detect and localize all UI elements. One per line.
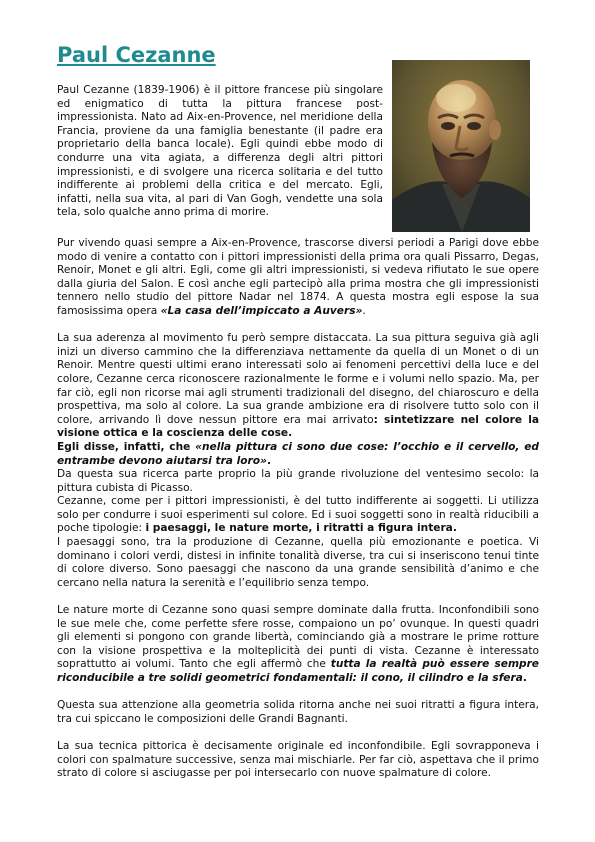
paragraph-text: La sua aderenza al movimento fu però sempre distaccata. La sua pittura seguiva già agli inizi un diverso cammino che la differenziava nettamente da quella di un Monet o di un Renoir. Mentre questi ultimi erano interessati solo ai fenomeni percettivi della luce e del colore, Cezanne cerca riconoscere razionalmente le forme e i volumi nello spazio. Ma, per far ciò, egli non ricorse mai agli strumenti tradizionali del disegno, del chiaroscuro e della prospettiva, ma solo al colore. La sua grande ambizione era di risolvere tutto solo con il colore, arrivando lì dove nessun pittore era mai arrivato	[57, 332, 539, 426]
paragraph-text: Cezanne, come per i pittori impressionisti, è del tutto indifferente ai soggetti. Li utilizza solo per condurre i suoi esperimenti sul colore. Ed i suoi soggetti sono in realtà riducibili a poche tipologie:	[57, 495, 539, 535]
paragraph-bold: : sintetizzare nel colore la visione ottica e la coscienza delle cose.	[57, 413, 539, 440]
body-text	[57, 237, 539, 781]
paragraph-landscapes: I paesaggi sono, tra la produzione di Cezanne, quella più emozionante e poetica. Vi dominano i colori verdi, distesi in infinite tonalità diverse, tra cui si inseriscono tenui tinte di colore diverso. Sono paesaggi che nascono da una grande sensibilità d’animo e che cercano nella natura la serenità e l’equilibrio senza tempo.	[57, 536, 539, 589]
paragraph-cubism: Da questa sua ricerca parte proprio la più grande rivoluzione del ventesimo secolo: la pittura cubista di Picasso.	[57, 468, 539, 494]
portrait-image	[392, 60, 530, 232]
paragraph-text: Pur vivendo quasi sempre a Aix-en-Provence, trascorse diversi periodi a Parigi dove ebbe modo di venire a contatto con i pittori impressionisti della prima ora quali Pissarro, Degas, Renoir, Monet e gli altri. Egli, come gli altri impressionisti, si vedeva rifiutato le sue opere dalla giuria del Salon. E così anche egli partecipò alla prima mostra che gli impressionisti tennero nello studio del pittore Nadar nel 1874. A questa mostra egli espose la sua famosissima opera	[57, 237, 539, 317]
paragraph-movement	[57, 332, 539, 441]
paragraph-still-life	[57, 604, 539, 686]
paragraph-end: .	[522, 672, 527, 684]
paragraph-bold: Egli disse, infatti, che	[57, 440, 196, 453]
paragraph-text: Le nature morte di Cezanne sono quasi sempre dominate dalla frutta. Inconfondibili sono le sue mele che, come perfette sfere rosse, compaiono un po’ ovunque. In questi quadri gli elementi si pongono con grande libertà, cominciando già a mostrare le prime rotture con la visione prospettiva e la molteplicità dei punti di vista. Cezanne è interessato soprattutto ai volumi. Tanto che egli affermò che	[57, 604, 539, 671]
quote-text: tutta la realtà può essere sempre riconducibile a tre solidi geometrici fondamentali: il cono, il cilindro e la sfera	[57, 658, 539, 684]
paragraph-technique: La sua tecnica pittorica è decisamente originale ed inconfondibile. Egli sovrapponeva i colori con spalmature successive, senza mai mischiarle. Per far ciò, aspettava che il primo strato di colore si asciugasse per poi intersecarlo con nuove spalmature di colore.	[57, 739, 539, 780]
paragraph-end: .	[266, 454, 271, 467]
artwork-title: «La casa dell’impiccato a Auvers»	[160, 304, 363, 317]
paragraph-geometry: Questa sua attenzione alla geometria solida ritorna anche nei suoi ritratti a figura intera, tra cui spiccano le composizioni delle Grandi Bagnanti.	[57, 699, 539, 725]
paragraph-bold: i paesaggi, le nature morte, i ritratti a figura intera.	[145, 522, 457, 535]
paragraph-quote	[57, 441, 539, 468]
cezanne-portrait-icon	[392, 60, 530, 232]
paragraph-subjects	[57, 495, 539, 536]
paragraph-end: .	[362, 304, 366, 317]
quote-text: «nella pittura ci sono due cose: l’occhio e il cervello, ed entrambe devono aiutarsi tra loro»	[57, 440, 540, 467]
page-title: Paul Cezanne	[57, 43, 216, 67]
paragraph-paris	[57, 237, 539, 319]
intro-paragraph: Paul Cezanne (1839-1906) è il pittore francese più singolare ed enigmatico di tutta la pittura francese post-impressionista. Nato ad Aix-en-Provence, nel meridione della Francia, proviene da una famiglia benestante (il padre era proprietario della banca locale). Egli quindi ebbe modo di condurre una vita agiata, a differenza degli altri pittori impressionisti, e di svolgere una ricerca solitaria e del tutto indifferente ai problemi della critica e del mercato. Egli, infatti, nella sua vita, al pari di Van Gogh, vendette una sola tela, solo qualche anno prima di morire.	[57, 84, 383, 219]
